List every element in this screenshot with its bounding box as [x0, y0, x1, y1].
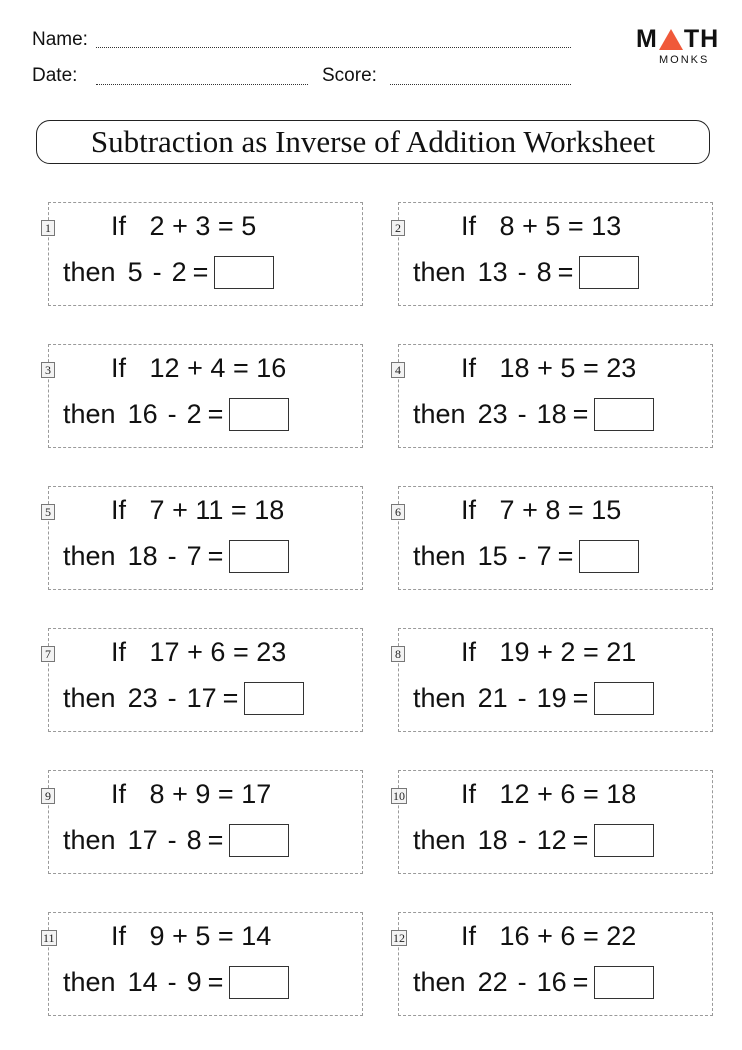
plus-sign: +	[187, 353, 203, 383]
minus-sign: -	[152, 257, 162, 287]
plus-sign: +	[187, 637, 203, 667]
minus-sign: -	[517, 257, 527, 287]
equals-sign: =	[232, 353, 249, 383]
addition-fact	[111, 353, 286, 384]
addend-1: 12	[149, 353, 180, 383]
addition-fact	[111, 779, 271, 810]
addend-2: 8	[545, 495, 561, 525]
subtraction-fact	[63, 256, 274, 289]
problem-number: 10	[393, 789, 405, 803]
sum: 23	[256, 637, 287, 667]
addition-fact	[111, 921, 271, 952]
then-word: then	[413, 683, 466, 713]
equals-sign: =	[230, 495, 247, 525]
minuend: 15	[477, 541, 508, 571]
minuend: 13	[477, 257, 508, 287]
addend-2: 5	[195, 921, 211, 951]
sum: 18	[254, 495, 285, 525]
score-field[interactable]	[390, 84, 571, 85]
sum: 17	[241, 779, 272, 809]
problem-card-8	[395, 628, 713, 732]
logo-triangle-icon	[659, 29, 683, 50]
equals-sign: =	[582, 637, 599, 667]
subtrahend: 7	[536, 541, 552, 571]
problem-number: 3	[41, 362, 55, 378]
equals-sign: =	[572, 967, 589, 997]
subtrahend: 17	[186, 683, 217, 713]
subtrahend: 8	[536, 257, 552, 287]
then-word: then	[413, 257, 466, 287]
if-word: If	[461, 353, 477, 383]
sum: 14	[241, 921, 272, 951]
subtraction-fact	[63, 824, 289, 857]
equals-sign: =	[572, 399, 589, 429]
plus-sign: +	[537, 779, 553, 809]
sum: 23	[606, 353, 637, 383]
equals-sign: =	[192, 257, 209, 287]
answer-box[interactable]	[579, 256, 639, 289]
answer-box[interactable]	[594, 824, 654, 857]
minuend: 16	[127, 399, 158, 429]
problem-card-3	[45, 344, 363, 448]
answer-box[interactable]	[229, 398, 289, 431]
addition-fact	[111, 211, 256, 242]
answer-box[interactable]	[229, 824, 289, 857]
equals-sign: =	[217, 211, 234, 241]
sum: 13	[591, 211, 622, 241]
if-word: If	[111, 495, 127, 525]
sum: 5	[241, 211, 257, 241]
subtraction-fact	[63, 682, 304, 715]
sum: 16	[256, 353, 287, 383]
addend-2: 3	[195, 211, 211, 241]
subtrahend: 2	[171, 257, 187, 287]
then-word: then	[413, 541, 466, 571]
addition-fact	[461, 353, 636, 384]
if-word: If	[111, 779, 127, 809]
then-word: then	[63, 683, 116, 713]
addition-fact	[111, 495, 284, 526]
problem-card-11	[43, 912, 363, 1016]
minus-sign: -	[517, 825, 527, 855]
equals-sign: =	[207, 825, 224, 855]
problem-number: 6	[391, 504, 405, 520]
subtraction-fact	[413, 540, 639, 573]
problem-card-2	[395, 202, 713, 306]
plus-sign: +	[172, 211, 188, 241]
subtrahend: 7	[186, 541, 202, 571]
addend-1: 7	[499, 495, 515, 525]
minus-sign: -	[517, 541, 527, 571]
equals-sign: =	[582, 921, 599, 951]
score-label: Score:	[322, 65, 377, 86]
problem-card-7	[45, 628, 363, 732]
addend-1: 2	[149, 211, 165, 241]
minus-sign: -	[167, 399, 177, 429]
subtraction-fact	[413, 966, 654, 999]
problem-card-5	[45, 486, 363, 590]
equals-sign: =	[557, 541, 574, 571]
minuend: 5	[127, 257, 143, 287]
problem-number: 9	[41, 788, 55, 804]
sum: 21	[606, 637, 637, 667]
answer-box[interactable]	[594, 682, 654, 715]
if-word: If	[461, 495, 477, 525]
if-word: If	[111, 921, 127, 951]
equals-sign: =	[207, 541, 224, 571]
then-word: then	[413, 399, 466, 429]
addition-fact	[111, 637, 286, 668]
date-field[interactable]	[96, 84, 308, 85]
subtrahend: 16	[536, 967, 567, 997]
problem-card-12	[393, 912, 713, 1016]
minus-sign: -	[167, 825, 177, 855]
subtraction-fact	[413, 682, 654, 715]
subtrahend: 18	[536, 399, 567, 429]
problem-number: 5	[41, 504, 55, 520]
sum: 22	[606, 921, 637, 951]
minus-sign: -	[517, 683, 527, 713]
subtrahend: 8	[186, 825, 202, 855]
subtraction-fact	[413, 256, 639, 289]
plus-sign: +	[522, 495, 538, 525]
subtraction-fact	[63, 540, 289, 573]
addend-1: 9	[149, 921, 165, 951]
logo-monks-text: MONKS	[659, 54, 710, 66]
equals-sign: =	[582, 353, 599, 383]
problem-number: 7	[41, 646, 55, 662]
answer-box[interactable]	[214, 256, 274, 289]
addend-1: 17	[149, 637, 180, 667]
addend-1: 8	[499, 211, 515, 241]
addend-2: 6	[560, 779, 576, 809]
plus-sign: +	[537, 921, 553, 951]
addend-2: 9	[195, 779, 211, 809]
problem-number: 12	[393, 931, 405, 945]
addend-1: 19	[499, 637, 530, 667]
problem-number: 4	[391, 362, 405, 378]
if-word: If	[461, 921, 477, 951]
addition-fact	[461, 637, 636, 668]
subtrahend: 12	[536, 825, 567, 855]
logo-letters-th: TH	[683, 25, 720, 53]
subtraction-fact	[413, 824, 654, 857]
addition-fact	[461, 779, 636, 810]
equals-sign: =	[222, 683, 239, 713]
equals-sign: =	[557, 257, 574, 287]
addition-fact	[461, 921, 636, 952]
name-field[interactable]	[96, 47, 571, 48]
problem-card-6	[395, 486, 713, 590]
minus-sign: -	[517, 399, 527, 429]
subtraction-fact	[63, 398, 289, 431]
date-label: Date:	[32, 65, 78, 86]
addition-fact	[461, 495, 621, 526]
addend-1: 7	[149, 495, 165, 525]
subtrahend: 9	[186, 967, 202, 997]
problem-number: 2	[391, 220, 405, 236]
subtraction-fact	[63, 966, 289, 999]
plus-sign: +	[172, 779, 188, 809]
if-word: If	[461, 637, 477, 667]
plus-sign: +	[522, 211, 538, 241]
answer-box[interactable]	[244, 682, 304, 715]
plus-sign: +	[172, 921, 188, 951]
addend-2: 5	[560, 353, 576, 383]
equals-sign: =	[217, 779, 234, 809]
subtraction-fact	[413, 398, 654, 431]
minuend: 17	[127, 825, 158, 855]
equals-sign: =	[207, 967, 224, 997]
subtrahend: 2	[186, 399, 202, 429]
sum: 15	[591, 495, 622, 525]
addend-1: 8	[149, 779, 165, 809]
problem-number: 8	[391, 646, 405, 662]
plus-sign: +	[537, 353, 553, 383]
addend-2: 6	[560, 921, 576, 951]
equals-sign: =	[217, 921, 234, 951]
equals-sign: =	[567, 495, 584, 525]
equals-sign: =	[572, 825, 589, 855]
if-word: If	[461, 211, 477, 241]
addend-2: 6	[210, 637, 226, 667]
minuend: 18	[477, 825, 508, 855]
addend-2: 5	[545, 211, 561, 241]
then-word: then	[63, 825, 116, 855]
addend-1: 16	[499, 921, 530, 951]
addend-1: 18	[499, 353, 530, 383]
minus-sign: -	[167, 683, 177, 713]
answer-box[interactable]	[594, 398, 654, 431]
plus-sign: +	[172, 495, 188, 525]
minuend: 23	[127, 683, 158, 713]
equals-sign: =	[232, 637, 249, 667]
then-word: then	[63, 257, 116, 287]
then-word: then	[413, 825, 466, 855]
problem-card-9	[45, 770, 363, 874]
minus-sign: -	[517, 967, 527, 997]
minuend: 22	[477, 967, 508, 997]
problem-card-1	[45, 202, 363, 306]
then-word: then	[413, 967, 466, 997]
answer-box[interactable]	[594, 966, 654, 999]
minuend: 14	[127, 967, 158, 997]
addition-fact	[461, 211, 621, 242]
problem-card-10	[393, 770, 713, 874]
addend-2: 4	[210, 353, 226, 383]
equals-sign: =	[572, 683, 589, 713]
minus-sign: -	[167, 967, 177, 997]
addend-1: 12	[499, 779, 530, 809]
if-word: If	[111, 637, 127, 667]
problem-card-4	[395, 344, 713, 448]
problem-number: 1	[41, 220, 55, 236]
if-word: If	[111, 353, 127, 383]
answer-box[interactable]	[229, 540, 289, 573]
then-word: then	[63, 541, 116, 571]
minuend: 18	[127, 541, 158, 571]
worksheet-title-box	[36, 120, 710, 164]
math-monks-logo	[636, 26, 722, 70]
answer-box[interactable]	[579, 540, 639, 573]
minuend: 23	[477, 399, 508, 429]
equals-sign: =	[582, 779, 599, 809]
minus-sign: -	[167, 541, 177, 571]
sum: 18	[606, 779, 637, 809]
worksheet-title: Subtraction as Inverse of Addition Worksheet	[90, 124, 656, 159]
name-label: Name:	[32, 29, 88, 50]
logo-letter-m: M	[636, 25, 658, 53]
minuend: 21	[477, 683, 508, 713]
equals-sign: =	[567, 211, 584, 241]
then-word: then	[63, 967, 116, 997]
answer-box[interactable]	[229, 966, 289, 999]
addend-2: 2	[560, 637, 576, 667]
plus-sign: +	[537, 637, 553, 667]
subtrahend: 19	[536, 683, 567, 713]
if-word: If	[461, 779, 477, 809]
then-word: then	[63, 399, 116, 429]
equals-sign: =	[207, 399, 224, 429]
if-word: If	[111, 211, 127, 241]
addend-2: 11	[195, 495, 224, 525]
problem-number: 11	[43, 931, 55, 945]
